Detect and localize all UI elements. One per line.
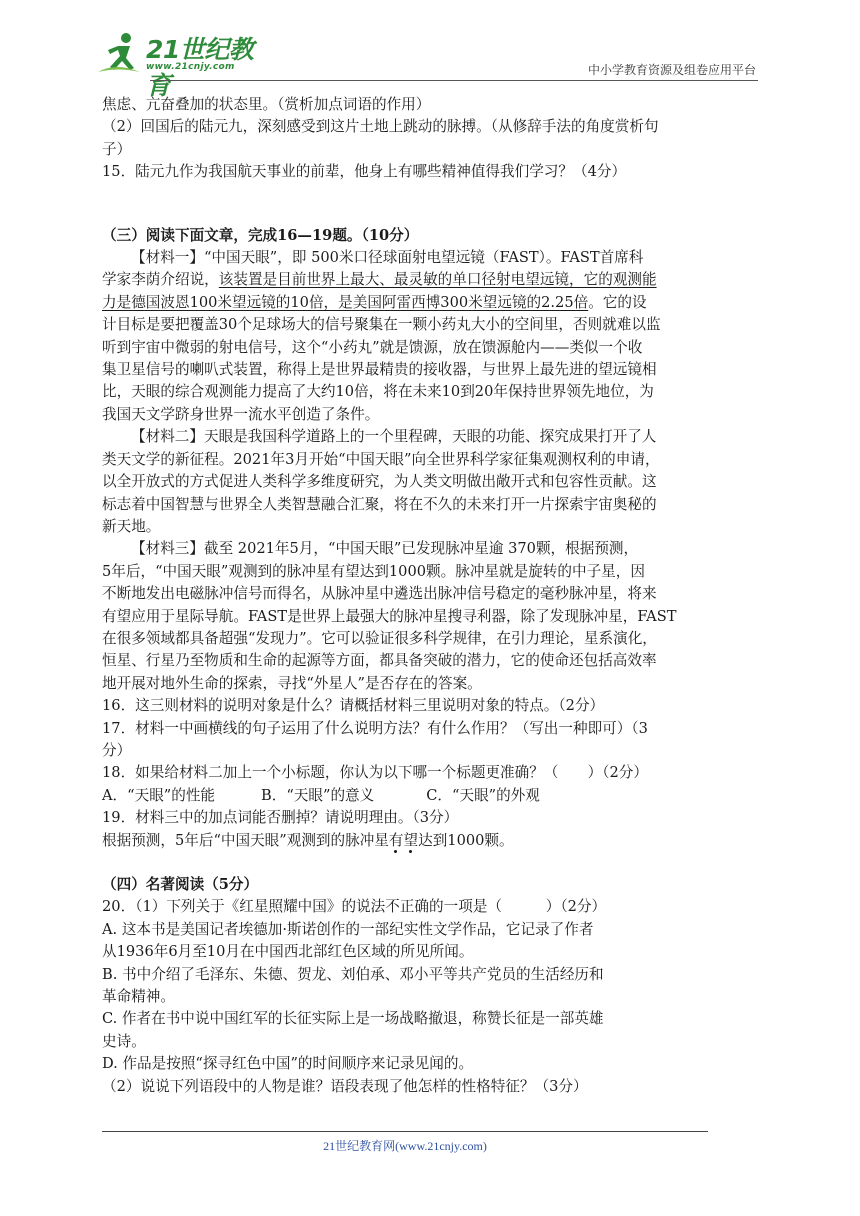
platform-name: 中小学教育资源及组卷应用平台 (587, 63, 756, 77)
material-2: 【材料二】天眼是我国科学道路上的一个里程碑，天眼的功能、探究成果打开了人 (131, 428, 657, 446)
text-line: 不断地发出电磁脉冲信号而得名，从脉冲星中遴选出脉冲信号稳定的毫秒脉冲星，将来 (102, 585, 657, 603)
text-line: 比，天眼的综合观测能力提高了大约10倍，将在未来10到20年保持世界领先地位，为 (102, 383, 654, 401)
text-line: 听到宇宙中微弱的射电信号，这个“小药丸”就是馈源，放在馈源舱内——类似一个收 (102, 338, 643, 356)
option-a: A. 这本书是美国记者埃德加·斯诺创作的一部纪实性文学作品，它记录了作者 (102, 920, 594, 938)
text-line: 分） (102, 741, 132, 759)
question-18: 18．如果给材料二加上一个小标题，你认为以下哪一个标题更准确？（ ）（2分） (102, 764, 648, 782)
text-line: （2）回国后的陆元九，深刻感受到这片土地上跳动的脉搏。（从修辞手法的角度赏析句 (102, 118, 659, 136)
text-line: 史诗。 (102, 1032, 146, 1050)
section-4-heading: （四）名著阅读（5分） (102, 876, 259, 893)
text-line: 子） (102, 140, 132, 158)
underlined-sentence: 该装置是目前世界上最大、最灵敏的单口径射电望远镜，它的观测能 (218, 271, 657, 289)
material-3: 【材料三】截至 2021年5月，“中国天眼”已发现脉冲星逾 370颗，根据预测， (131, 540, 639, 558)
footer-text: 21世纪教育网(www.21cnjy.com) (323, 1139, 487, 1153)
text-line: 我国天文学跻身世界一流水平创造了条件。 (102, 405, 380, 423)
text-line: 标志着中国智慧与世界全人类智慧融合汇聚，将在不久的未来打开一片探索宇宙奥秘的 (102, 495, 657, 513)
text-line: 有望应用于星际导航。FAST是世界上最强大的脉冲星搜寻利器，除了发现脉冲星，FAST (102, 607, 677, 625)
text-line: 力是德国波恩100米望远镜的10倍，是美国阿雷西博300米望远镜的2.25倍。它的设 (102, 293, 647, 311)
section-3-heading: （三）阅读下面文章，完成16—19题。（10分） (102, 226, 419, 244)
option-b: B. 书中介绍了毛泽东、朱德、贺龙、刘伯承、邓小平等共产党员的生活经历和 (102, 965, 604, 983)
text-line: 集卫星信号的喇叭式装置，称得上是世界最精贵的接收器，与世界上最先进的望远镜相 (102, 361, 657, 379)
text-line: 类天文学的新征程。2021年3月开始“中国天眼”向全世界科学家征集观测权利的申请， (102, 450, 660, 468)
question-20-2: （2）说说下列语段中的人物是谁？语段表现了他怎样的性格特征？（3分） (102, 1077, 588, 1095)
option-b: B．“天眼”的意义 (261, 786, 375, 804)
option-d: D. 作品是按照“探寻红色中国”的时间顺序来记录见闻的。 (102, 1055, 474, 1073)
text-line: 学家李荫介绍说，该装置是目前世界上最大、最灵敏的单口径射电望远镜，它的观测能 (102, 271, 657, 289)
header-divider (150, 80, 758, 81)
text-line: 恒星、行星乃至物质和生命的起源等方面，都具备突破的潜力，它的使命还包括高效率 (102, 652, 657, 670)
option-c: C．“天眼”的外观 (426, 786, 540, 804)
option-a: A．“天眼”的性能 (102, 786, 216, 804)
page-header (0, 0, 860, 100)
document-body (102, 94, 766, 1098)
underlined-sentence: 力是德国波恩100米望远镜的10倍，是美国阿雷西博300米望远镜的2.25倍 (102, 293, 589, 311)
question-17: 17．材料一中画横线的句子运用了什么说明方法？有什么作用？（写出一种即可）（3 (102, 719, 648, 737)
logo-text: 21世纪教育 (146, 35, 254, 100)
text-line: 从1936年6月至10月在中国西北部红色区域的所见所闻。 (102, 943, 474, 961)
footer-divider (102, 1131, 708, 1132)
quoted-sentence: 根据预测，5年后“中国天眼”观测到的脉冲星有望 达到1000颗。 (102, 830, 766, 852)
question-19: 19．材料三中的加点词能否删掉？请说明理由。（3分） (102, 809, 459, 827)
dotted-word: 有望 (389, 832, 418, 849)
running-figure-icon (96, 32, 144, 76)
text-line: 5年后，“中国天眼”观测到的脉冲星有望达到1000颗。脉冲星就是旋转的中子星，因 (102, 562, 645, 580)
logo-url: www.21cnjy.com (146, 62, 235, 72)
question-15: 15．陆元九作为我国航天事业的前辈，他身上有哪些精神值得我们学习？（4分） (102, 163, 627, 181)
question-16: 16．这三则材料的说明对象是什么？请概括材料三里说明对象的特点。（2分） (102, 697, 605, 715)
text-line: 计目标是要把覆盖30个足球场大的信号聚集在一颗小药丸大小的空间里，否则就难以监 (102, 316, 661, 334)
text-line: 地开展对地外生命的探索，寻找“外星人”是否存在的答案。 (102, 674, 482, 692)
site-logo (96, 30, 266, 100)
material-1: 【材料一】“中国天眼”，即 500米口径球面射电望远镜（FAST）。FAST首席科 (131, 249, 644, 267)
text-line: 革命精神。 (102, 988, 175, 1006)
question-18-options (102, 785, 766, 807)
text-line: 在很多领域都具备超强“发现力”。它可以验证很多科学规律，在引力理论，星系演化， (102, 629, 657, 647)
text-line: 新天地。 (102, 517, 161, 535)
text-line: 焦虑、亢奋叠加的状态里。（赏析加点词语的作用） (102, 96, 431, 113)
text-line: 以全开放式的方式促进人类科学多维度研究，为人类文明做出敞开式和包容性贡献。这 (102, 473, 657, 491)
option-c: C. 作者在书中说中国红军的长征实际上是一场战略撤退，称赞长征是一部英雄 (102, 1010, 604, 1028)
question-20: 20．（1）下列关于《红星照耀中国》的说法不正确的一项是（ ）（2分） (102, 898, 607, 916)
